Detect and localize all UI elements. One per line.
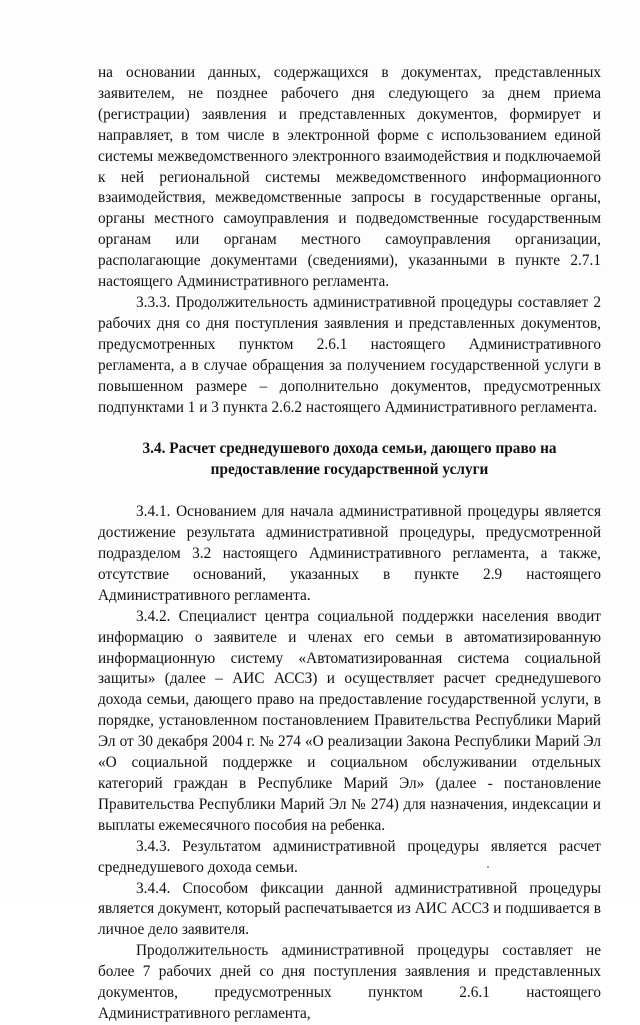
- paragraph-3-4-3: 3.4.3. Результатом административной процедуры является расчет среднедушевого дохода семьи.: [98, 837, 601, 876]
- paragraph-3-4-4: 3.4.4. Способом фиксации данной административной процедуры является документ, который распечатывается из АИС АССЗ и подшивается в личное дело заявителя.: [98, 879, 601, 939]
- paragraph-3-3-3: 3.3.3. Продолжительность административной процедуры составляет 2 рабочих дня со дня поступления заявления и представленных документов, предусмотренных пунктом 2.6.1 настоящего Административного регламента, а в случае обращения за получением государственной услуги в повышенном размере – дополнительно документов, предусмотренных подпунктами 1 и 3 пункта 2.6.2 настоящего Административного регламента.: [98, 293, 601, 416]
- paragraph-3-4-2: 3.4.2. Специалист центра социальной поддержки населения вводит информацию о заявителе и членах его семьи в автоматизированную информационную систему «Автоматизированная система социальной защиты» (далее – АИС АССЗ) и осуществляет расчет среднедушевого дохода семьи, дающего право на предоставление государственной услуги, в порядке, установленном постановлением Правительства Республики Марий Эл от 30 декабря 2004 г. № 274 «О реализации Закона Республики Марий Эл «О социальной поддержке и социальном обслуживании отдельных категорий граждан в Республике Марий Эл» (далее - постановление Правительства Республики Марий Эл № 274) для назначения, индексации и выплаты ежемесячного пособия на ребенка.: [98, 607, 601, 834]
- scan-speck: [487, 866, 489, 868]
- paragraph-3-4-1: 3.4.1. Основанием для начала административной процедуры является достижение результата административной процедуры, предусмотренной подразделом 3.2 настоящего Административного регламента, а также, отсутствие оснований, указанных в пункте 2.9 настоящего Административного регламента.: [98, 503, 601, 604]
- paragraph-duration: Продолжительность административной процедуры составляет не более 7 рабочих дней со дня поступления заявления и представленных документов, предусмотренных пунктом 2.6.1 настоящего Административного регламента,: [98, 942, 601, 1022]
- section-heading-3-4: 3.4. Расчет среднедушевого дохода семьи, дающего право на предоставление государственной услуги: [142, 440, 557, 479]
- paragraph-intro: на основании данных, содержащихся в документах, представленных заявителем, не позднее рабочего дня следующего за днем приема (регистрации) заявления и представленных документов, формирует и направляет, в том числе в электронной форме с использованием единой системы межведомственного электронного взаимодействия и подключаемой к ней региональной системы межведомственного информационного взаимодействия, межведомственные запросы в государственные органы, органы местного самоуправления и подведомственные государственным органам или органам местного самоуправления организации, располагающие документами (сведениями), указанными в пункте 2.7.1 настоящего Административного регламента.: [98, 64, 601, 291]
- document-body: [98, 63, 601, 1025]
